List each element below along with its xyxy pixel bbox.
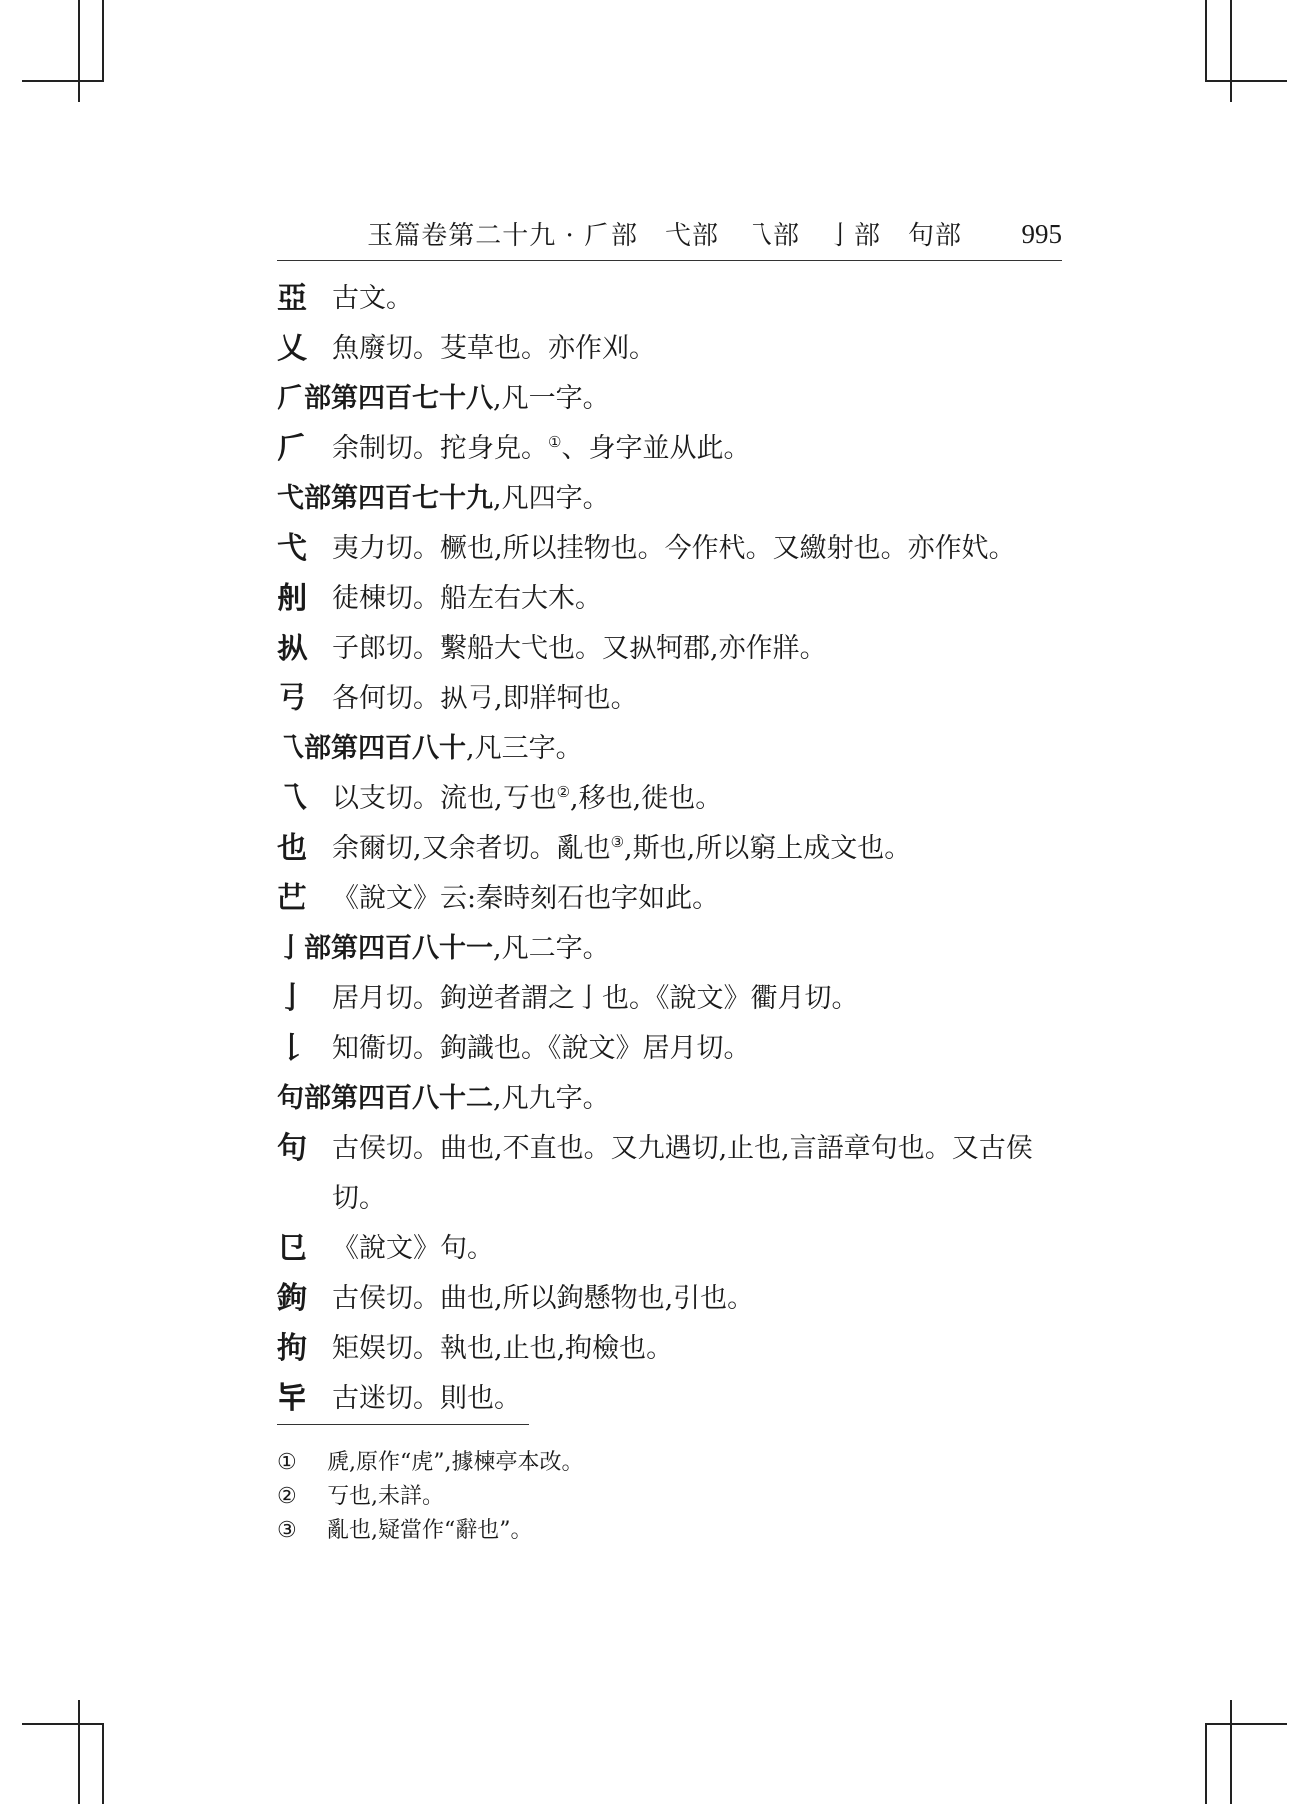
- crop-mark: [1205, 80, 1287, 82]
- definition-text: 夷力切。橛也,所以挂物也。今作杙。又繳射也。亦作㚤。: [332, 533, 1016, 564]
- section-title: 句部第四百八十二: [277, 1083, 493, 1114]
- section-heading: [277, 724, 1067, 774]
- definition: [332, 1374, 1067, 1424]
- definition-text: 矩娱切。執也,止也,拘檢也。: [332, 1333, 674, 1364]
- definition: [332, 874, 1067, 924]
- footnote-text: 丂也,未詳。: [327, 1484, 444, 1509]
- footnote-mark: ②: [277, 1484, 297, 1509]
- dictionary-entry: [277, 1224, 1067, 1274]
- definition-text: 各何切。𪭢𢎗,即牂牱也。: [332, 683, 638, 714]
- footnote-mark: ③: [277, 1518, 297, 1543]
- definition-text: 以支切。流也,丂也: [332, 783, 557, 814]
- page-number: 995: [1021, 219, 1062, 249]
- headword: 乂: [277, 331, 307, 366]
- dictionary-entry: [277, 274, 1067, 324]
- headword: 𠃟: [277, 881, 307, 916]
- definition: [332, 324, 1067, 374]
- dictionary-entry: [277, 674, 1067, 724]
- definition-text: 《說文》句。: [332, 1233, 494, 1264]
- definition: [332, 824, 1067, 874]
- section-heading: [277, 1074, 1067, 1124]
- definition-text: 徒棟切。船左右大木。: [332, 583, 602, 614]
- dictionary-entry: [277, 974, 1067, 1024]
- definition-text: 知衞切。鉤識也。《說文》居月切。: [332, 1033, 751, 1064]
- footnote-ref: ②: [556, 783, 571, 801]
- definition: [332, 1274, 1067, 1324]
- headword: 𠂆: [277, 431, 307, 466]
- footnote-ref: ③: [610, 833, 625, 851]
- footnote: [277, 1480, 1057, 1514]
- section-heading: [277, 374, 1067, 424]
- headword: 𦨉: [277, 581, 307, 616]
- headword: 拘: [277, 1331, 307, 1366]
- dictionary-body: [277, 274, 1067, 1424]
- definition-text-cont: 、身字並从此。: [561, 433, 751, 464]
- crop-mark: [102, 1723, 104, 1804]
- headword: 句: [277, 1131, 307, 1166]
- crop-mark: [78, 1700, 80, 1804]
- crop-mark: [102, 0, 104, 80]
- definition: [332, 574, 1067, 624]
- headword: 也: [277, 831, 307, 866]
- definition: [332, 274, 1067, 324]
- crop-mark: [1230, 1700, 1232, 1804]
- section-count: ,凡四字。: [493, 483, 610, 514]
- definition-text: 古迷切。則也。: [332, 1383, 521, 1414]
- headword: 鉤: [277, 1281, 307, 1316]
- crop-mark: [78, 0, 80, 102]
- headword: 𪭢: [277, 631, 307, 666]
- dictionary-entry: [277, 1024, 1067, 1074]
- section-count: ,凡三字。: [466, 733, 583, 764]
- dictionary-entry: [277, 1274, 1067, 1324]
- definition-text: 余制切。拕身皃。: [332, 433, 548, 464]
- section-heading: [277, 924, 1067, 974]
- headword: 𠤏: [277, 1381, 307, 1416]
- definition-text: 古侯切。曲也,不直也。又九遇切,止也,言語章句也。又古侯切。: [332, 1133, 1033, 1214]
- footnotes: [277, 1446, 1057, 1548]
- dictionary-entry: [277, 524, 1067, 574]
- definition-text: 古文。: [332, 283, 413, 314]
- dictionary-entry: [277, 1374, 1067, 1424]
- section-heading: [277, 474, 1067, 524]
- dictionary-entry: [277, 424, 1067, 474]
- crop-mark: [1205, 1723, 1287, 1725]
- dictionary-entry: [277, 874, 1067, 924]
- footnote-mark: ①: [277, 1450, 297, 1475]
- definition-text: 子郎切。繫船大弋也。又𪭢牱郡,亦作牂。: [332, 633, 827, 664]
- headword: 乁: [277, 781, 307, 816]
- crop-mark: [1205, 0, 1207, 80]
- dictionary-entry: [277, 1324, 1067, 1374]
- footnote-text: 亂也,疑當作“辭也”。: [327, 1518, 533, 1543]
- section-count: ,凡二字。: [493, 933, 610, 964]
- footnote-divider: [277, 1424, 529, 1425]
- headword: 亅: [277, 981, 307, 1016]
- crop-mark: [22, 80, 104, 82]
- definition-text-cont: ,移也,徙也。: [570, 783, 723, 814]
- definition: [332, 774, 1067, 824]
- definition: [332, 1324, 1067, 1374]
- dictionary-entry: [277, 574, 1067, 624]
- headword: 𢎗: [277, 681, 307, 716]
- running-header: [277, 216, 1062, 261]
- dictionary-entry: [277, 824, 1067, 874]
- footnote: [277, 1514, 1057, 1548]
- dictionary-entry: [277, 1124, 1067, 1224]
- section-count: ,凡九字。: [493, 1083, 610, 1114]
- headword: 𠄌: [277, 1031, 307, 1066]
- section-title: 弋部第四百七十九: [277, 483, 493, 514]
- definition: [332, 624, 1067, 674]
- definition-text: 余爾切,又余者切。亂也: [332, 833, 611, 864]
- header-title: 玉篇卷第二十九 · 𠂆部 弋部 乁部 亅部 句部: [367, 221, 962, 251]
- definition: [332, 674, 1067, 724]
- definition-text: 《說文》云:秦時刻石也字如此。: [332, 883, 720, 914]
- dictionary-entry: [277, 324, 1067, 374]
- section-title: 𠂆部第四百七十八: [277, 383, 493, 414]
- definition: [332, 1024, 1067, 1074]
- crop-mark: [1205, 1723, 1207, 1804]
- definition-text-cont: ,斯也,所以窮上成文也。: [624, 833, 912, 864]
- crop-mark: [22, 1723, 104, 1725]
- headword: 弋: [277, 531, 307, 566]
- footnote-text: 虒,原作“虎”,據楝亭本改。: [327, 1450, 584, 1475]
- headword: 㔾: [277, 1231, 307, 1266]
- definition: [332, 1124, 1067, 1224]
- definition-text: 居月切。鉤逆者謂之亅也。《說文》衢月切。: [332, 983, 859, 1014]
- definition: [332, 524, 1067, 574]
- section-title: 亅部第四百八十一: [277, 933, 493, 964]
- footnote: [277, 1446, 1057, 1480]
- definition-text: 古侯切。曲也,所以鉤懸物也,引也。: [332, 1283, 755, 1314]
- definition: [332, 1224, 1067, 1274]
- crop-mark: [1230, 0, 1232, 102]
- definition: [332, 424, 1067, 474]
- definition-text: 魚廢切。芟草也。亦作刈。: [332, 333, 656, 364]
- dictionary-entry: [277, 774, 1067, 824]
- definition: [332, 974, 1067, 1024]
- dictionary-entry: [277, 624, 1067, 674]
- footnote-ref: ①: [548, 433, 562, 451]
- section-title: 乁部第四百八十: [277, 733, 466, 764]
- section-count: ,凡一字。: [493, 383, 610, 414]
- headword: 亞: [277, 281, 307, 316]
